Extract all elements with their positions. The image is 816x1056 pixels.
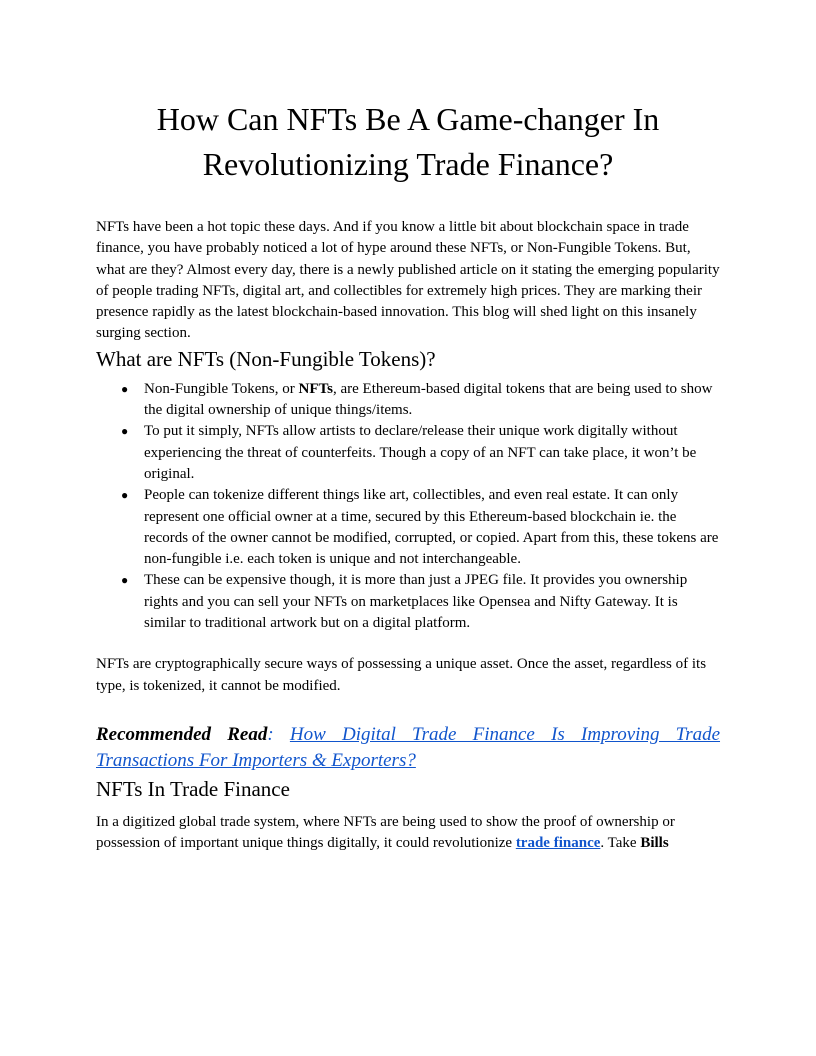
document-title: [96, 97, 720, 187]
bullet-text-post: , are Ethereum-based digital tokens that are being used to show the digital ownership of unique things/items.: [144, 380, 713, 419]
title-line-2: Revolutionizing Trade Finance?: [202, 146, 614, 182]
document-page: [96, 0, 720, 855]
bullet-text: These can be expensive though, it is more than just a JPEG file. It provides you ownership rights and you can sell your NFTs on marketplaces like Opensea and Nifty Gateway. It is similar to traditional artwork but on a digital platform.: [144, 572, 688, 632]
trade-paragraph-bold: Bills: [640, 835, 669, 852]
nft-bullet-list: [96, 379, 720, 635]
trade-finance-link[interactable]: trade finance: [515, 835, 601, 852]
trade-paragraph-text: In a digitized global trade system, where NFTs are being used to show the proof of ownership or possession of important unique things digitally, it could revolutionize: [96, 813, 675, 852]
trade-paragraph-text-mid: . Take: [600, 835, 641, 852]
list-item: [96, 421, 720, 485]
recommended-read-label: Recommended Read: [96, 723, 268, 745]
bullet-icon: ●: [121, 573, 129, 588]
section-heading-what-are-nfts: What are NFTs (Non-Fungible Tokens)?: [96, 346, 436, 371]
recommended-colon: :: [267, 723, 274, 745]
nfts-summary-paragraph: NFTs are cryptographically secure ways of possessing a unique asset. Once the asset, regardless of its type, is tokenized, it cannot be modified.: [96, 656, 707, 694]
recommended-read-link[interactable]: How Digital Trade Finance Is Improving Trade Transactions For Importers & Exporters?: [96, 723, 721, 772]
bullet-text: To put it simply, NFTs allow artists to declare/release their unique work digitally without experiencing the threat of counterfeits. Though a copy of an NFT can take place, it won’t be original.: [144, 423, 697, 482]
trade-finance-paragraph: [96, 812, 720, 855]
list-item: [96, 379, 720, 422]
title-line-1: How Can NFTs Be A Game-changer In: [156, 101, 660, 137]
list-item: [96, 485, 720, 570]
section-heading-nfts-in-trade-finance: NFTs In Trade Finance: [96, 776, 290, 801]
bullet-icon: ●: [121, 381, 129, 396]
bullet-text: People can tokenize different things like art, collectibles, and even real estate. It can only represent one official owner at a time, secured by this Ethereum-based blockchain ie. the records of the owner cannot be modified, corrupted, or copied. Apart from this, these tokens are non-fungible i.e. each token is unique and not interchangeable.: [144, 487, 719, 568]
bullet-text-pre: Non-Fungible Tokens, or: [144, 380, 299, 397]
list-item: [96, 570, 720, 634]
bullet-icon: ●: [121, 488, 129, 503]
intro-paragraph: NFTs have been a hot topic these days. And if you know a little bit about blockchain space in trade finance, you have probably noticed a lot of hype around these NFTs, or Non-Fungible Tokens. But, what are they? Almost every day, there is a newly published article on it stating the emerging popularity of people trading NFTs, digital art, and collectibles for extremely high prices. They are marking their presence rapidly as the latest blockchain-based innovation. This blog will shed light on this insanely surging section.: [96, 219, 720, 342]
bullet-text-bold: NFTs: [298, 380, 333, 397]
recommended-read: [96, 722, 720, 775]
bullet-icon: ●: [121, 424, 129, 439]
